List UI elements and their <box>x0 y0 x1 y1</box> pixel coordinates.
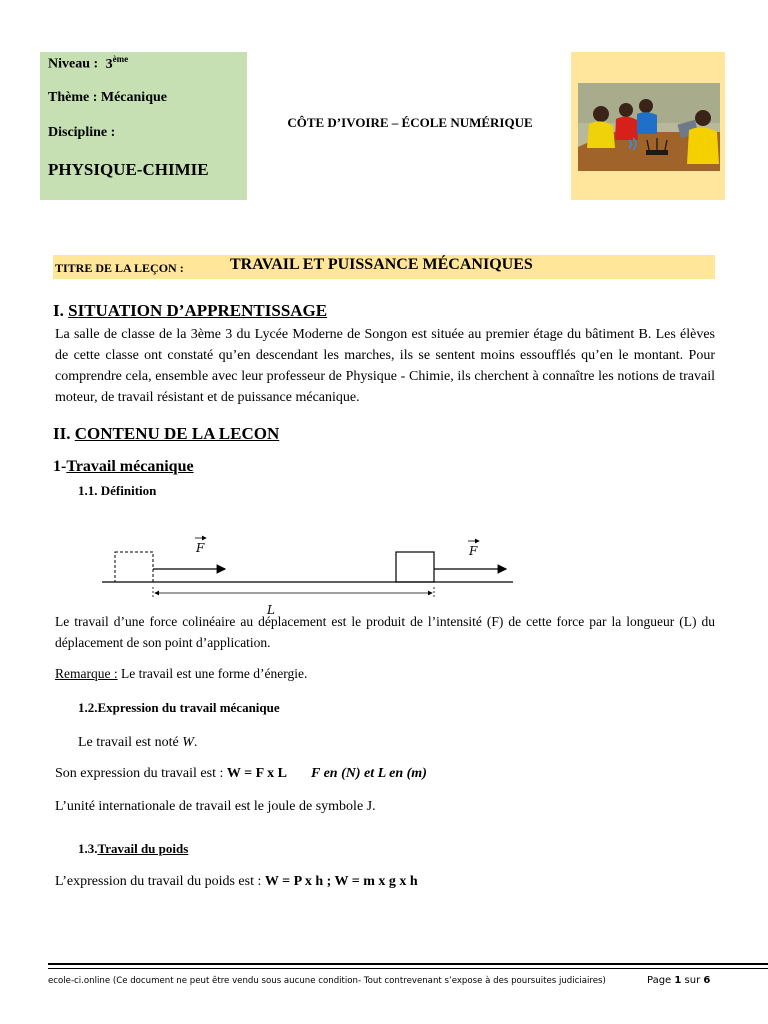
noted-line <box>78 732 197 753</box>
final-position-box <box>396 552 434 582</box>
force-label-2: F <box>469 544 478 558</box>
page-prefix: Page <box>647 975 675 986</box>
subject-line: PHYSIQUE-CHIMIE <box>48 160 209 179</box>
illustration-icon <box>571 52 725 200</box>
page-total: 6 <box>703 975 711 986</box>
length-label: L <box>267 603 275 617</box>
noted-prefix: Le travail est noté <box>78 735 183 750</box>
level-label: Niveau : <box>48 56 99 72</box>
header-center-title: CÔTE D’IVOIRE – ÉCOLE NUMÉRIQUE <box>287 115 533 130</box>
lesson-title-label: TITRE DE LA LEÇON : <box>55 261 184 275</box>
page-indicator <box>647 975 710 986</box>
section-1-heading <box>53 301 327 321</box>
page-mid: sur <box>681 975 704 986</box>
remark-line <box>55 663 307 684</box>
expression-units: F en (N) et L en (m) <box>310 766 427 781</box>
header-info-box <box>40 52 247 200</box>
expression-prefix: Son expression du travail est : <box>55 766 227 781</box>
subsection-1-1-heading: 1.1. Définition <box>78 483 157 498</box>
section-2-heading <box>53 424 279 444</box>
discipline-line: Discipline : <box>48 125 116 140</box>
initial-position-box <box>115 552 153 582</box>
weight-work-formula: W = P x h ; W = m x g x h <box>264 874 418 889</box>
lesson-title-bar <box>53 255 715 279</box>
expression-line <box>55 763 427 784</box>
remark-text: Le travail est une forme d’énergie. <box>117 666 308 681</box>
weight-work-line <box>55 871 418 892</box>
section-2-num: II. <box>53 424 71 443</box>
definition-text: Le travail d’une force colinéaire au déplacement est le produit de l’intensité (F) de cette force par la longueur (L) du déplacement de son point d’application. <box>55 614 715 650</box>
footer-divider-thick <box>48 963 768 965</box>
subsection-1-num: 1- <box>53 458 67 475</box>
theme-line: Thème : Mécanique <box>48 90 167 105</box>
section-1-num: I. <box>53 301 64 320</box>
level-value: 3 <box>105 56 113 72</box>
page-number: 1 <box>674 975 682 986</box>
remark-label: Remarque : <box>55 666 118 681</box>
footer-divider-thin <box>48 968 768 969</box>
lesson-title: TRAVAIL ET PUISSANCE MÉCANIQUES <box>230 256 533 273</box>
level-line <box>48 54 128 73</box>
footer-disclaimer: ecole-ci.online (Ce document ne peut être vendu sous aucune condition- Tout contrevenant s’expose à des poursuites judiciaires) <box>48 976 606 986</box>
unit-line: L’unité internationale de travail est le joule de symbole J. <box>55 799 376 814</box>
subsection-1-3-title: Travail du poids <box>97 841 189 856</box>
force-diagram <box>95 525 520 620</box>
subsection-1-heading <box>53 458 194 476</box>
subsection-1-3-heading <box>78 841 188 857</box>
expression-formula: W = F x L <box>226 766 287 781</box>
noted-suffix: . <box>193 735 198 750</box>
subsection-1-title: Travail mécanique <box>66 458 194 475</box>
subsection-1-2-heading: 1.2.Expression du travail mécanique <box>78 700 280 715</box>
subsection-1-3-num: 1.3. <box>78 841 98 856</box>
level-sup: ème <box>112 54 129 64</box>
section-2-title: CONTENU DE LA LECON <box>74 424 280 443</box>
section-1-text: La salle de classe de la 3ème 3 du Lycée Moderne de Songon est située au premier étage du bâtiment B. Les élèves de cette classe ont constaté qu’en descendant les marches, ils se sentent moins essoufflés qu’en le montant. Pour comprendre cela, ensemble avec leur professeur de Physique - Chimie, ils cherchent à connaître les notions de travail moteur, de travail résistant et de puissance mécanique. <box>55 327 715 405</box>
weight-work-prefix: L’expression du travail du poids est : <box>55 874 265 889</box>
header-illustration-box <box>571 52 725 200</box>
force-label-1: F <box>196 541 205 555</box>
noted-symbol: W <box>182 735 194 750</box>
section-1-title: SITUATION D’APPRENTISSAGE <box>68 301 328 320</box>
